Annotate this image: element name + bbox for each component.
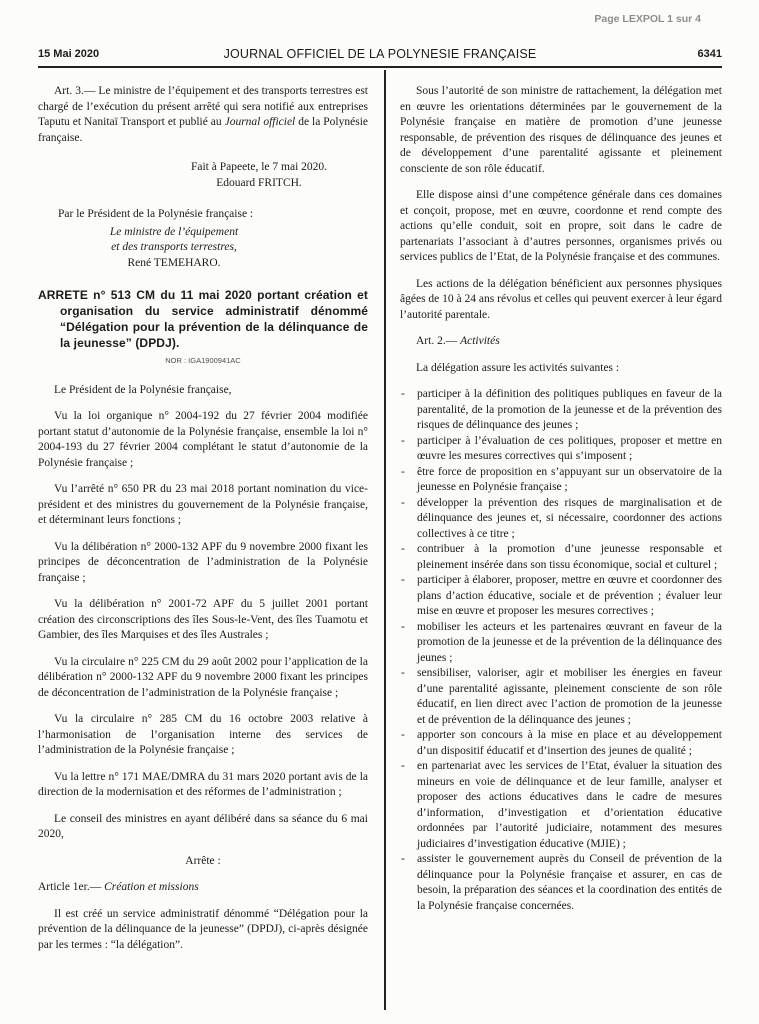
article-1-label: Article 1er.— xyxy=(38,881,105,893)
dash-bullet: - xyxy=(401,496,405,509)
article-3-paragraph xyxy=(38,84,368,146)
visa-paragraph: Vu la circulaire n° 225 CM du 29 août 2002 pour l’application de la délibération n° 2000-132 APF du 9 novembre 2000 fixant les principes de déconcentration de l’administration de la Polynésie française ; xyxy=(38,655,368,699)
activity-text: participer à la définition des politiques publiques en faveur de la parentalité, de la promotion de la jeunesse et de la prévention des risques de délinquance des jeunes ; xyxy=(417,388,722,431)
dash-bullet: - xyxy=(401,543,405,555)
dash-bullet: - xyxy=(401,620,405,633)
dash-bullet: - xyxy=(401,465,405,478)
activity-text: contribuer à la promotion d’une jeunesse responsable et pleinement insérée dans son tissu économique, social et culturel ; xyxy=(417,543,722,571)
dash-bullet: - xyxy=(401,667,405,679)
activity-item xyxy=(400,542,722,573)
activity-item xyxy=(400,465,722,496)
lexpol-page-indicator: Page LEXPOL 1 sur 4 xyxy=(594,13,701,25)
visa-paragraph: Vu la délibération n° 2001-72 APF du 5 juillet 2001 portant création des circonscriptions des îles Sous-le-Vent, des îles Tuamotu et Gambier, des îles Marquises et des îles Australes ; xyxy=(38,598,368,641)
activity-text: sensibiliser, valoriser, agir et mobiliser les énergies en faveur d’une parentalité agissante, pleinement consciente de son rôle éducatif, en lien direct avec l’action de promotion de la jeunesse et de prévention de la délinquance des jeunes ; xyxy=(417,667,722,726)
mission-paragraph-3: Les actions de la délégation bénéficient aux personnes physiques âgées de 10 à 24 ans révolus et celles qui peuvent exercer à leur égard l’autorité parentale. xyxy=(400,277,722,321)
arrete-word: Arrête : xyxy=(185,854,221,867)
activity-item xyxy=(400,852,722,914)
arrete-heading: ARRETE n° 513 CM du 11 mai 2020 portant création et organisation du service administratif dénommé “Délégation pour la prévention de la délinquance de la jeunesse” (DPDJ). xyxy=(38,288,368,350)
activity-text: assister le gouvernement auprès du Conseil de prévention de la délinquance pour la Polynésie française et assurer, en cas de besoin, la préparation des séances et la coordination des entités de la Polynésie française concernées. xyxy=(417,853,722,912)
activity-item xyxy=(400,434,722,465)
activity-text: mobiliser les acteurs et les partenaires œuvrant en faveur de la promotion de la jeunesse et de la prévention de la délinquance des jeunes ; xyxy=(417,620,722,664)
mission-paragraph-1: Sous l’autorité de son ministre de rattachement, la délégation met en œuvre les orientations déterminées par le gouvernement de la Polynésie française en matière de promotion d’une jeunesse responsable, de prévention des risques de délinquance des jeunes et de développement d’une parentalité agissante et pleinement consciente de son rôle éducatif. xyxy=(400,85,722,175)
article-2-title: Activités xyxy=(460,335,500,347)
issue-date: 15 Mai 2020 xyxy=(38,48,100,60)
visa-paragraph: Vu l’arrêté n° 650 PR du 23 mai 2018 portant nomination du vice-président et des ministres du gouvernement de la Polynésie française, et déterminant leurs fonctions ; xyxy=(38,483,368,526)
nor-reference: NOR : IGA1900941AC xyxy=(165,356,241,365)
minister-name: René TEMEHARO. xyxy=(127,256,221,269)
activity-item xyxy=(400,620,722,667)
president-opening-line: Le Président de la Polynésie française, xyxy=(54,383,232,396)
activity-item xyxy=(400,759,722,852)
masthead xyxy=(38,46,722,64)
council-deliberation-line: Le conseil des ministres en ayant délibéré dans sa séance du 6 mai 2020, xyxy=(38,812,368,840)
activity-item xyxy=(400,387,722,434)
countersignature-by-line: Par le Président de la Polynésie française : xyxy=(58,208,254,220)
article-1-heading xyxy=(38,880,368,896)
minister-title-line1: Le ministre de l’équipement xyxy=(109,225,239,238)
activity-item xyxy=(400,728,722,759)
signature-place-date-block xyxy=(150,160,368,191)
activities-intro: La délégation assure les activités suivantes : xyxy=(416,361,620,374)
journal-officiel-italic: Journal officiel xyxy=(224,116,296,128)
activity-text: en partenariat avec les services de l’Etat, évaluer la situation des mineurs en voie de délinquance et de leur famille, analyser et proposer des actions éducatives dans le cadre de mesures d’information, d’investigation et d’orientation éducative ordonnées par l’autorité judiciaire, notamment des mesures judiciaires d’investigation éducative (MJIE) ; xyxy=(417,760,722,850)
mission-paragraph-2: Elle dispose ainsi d’une compétence générale dans ces domaines et conçoit, propose, met en œuvre, coordonne et rend compte des actions qu’elle conduit, soit en propre, soit dans le cadre de partenariats l’associant à d’autres personnes, organismes privés ou services publics de l’Etat, de la Polynésie française et des communes. xyxy=(400,189,722,263)
signature-place-date: Fait à Papeete, le 7 mai 2020. xyxy=(190,161,328,173)
article-2-label: Art. 2.— xyxy=(416,335,461,347)
dash-bullet: - xyxy=(401,574,405,586)
activity-item xyxy=(400,496,722,543)
activity-item xyxy=(400,573,722,620)
activity-text: apporter son concours à la mise en place et au développement d’un dispositif éducatif et d’insertion des jeunes de qualité ; xyxy=(417,729,722,757)
dash-bullet: - xyxy=(401,853,405,865)
article-2-heading xyxy=(400,334,722,350)
dash-bullet: - xyxy=(401,434,405,447)
activity-text: participer à élaborer, proposer, mettre en œuvre et coordonner des plans d’action éducative, sociale et de prévention ; évaluer leur mise en œuvre et proposer les mesures correctives ; xyxy=(417,574,722,617)
activity-text: être force de proposition en s’appuyant sur un observatoire de la jeunesse en Polynésie française ; xyxy=(417,465,722,493)
visa-paragraph: Vu la loi organique n° 2004-192 du 27 février 2004 modifiée portant statut d’autonomie de la Polynésie française, ensemble la loi n° 2004-193 du 27 février 2004 complétant le statut d’autonomie de la Polynésie française ; xyxy=(38,410,368,469)
page-number: 6341 xyxy=(697,48,722,60)
activity-item xyxy=(400,666,722,728)
header-rule xyxy=(38,66,722,68)
signature-president-name: Edouard FRITCH. xyxy=(216,176,302,189)
dash-bullet: - xyxy=(401,388,405,400)
visa-paragraph: Vu la délibération n° 2000-132 APF du 9 novembre 2000 fixant les principes de déconcentration de l’administration de la Polynésie française ; xyxy=(38,540,368,584)
countersignature-block xyxy=(38,225,310,272)
article-3-text-pre: Art. 3.— Le ministre de l’équipement et des transports terrestres est chargé de l’exécution du présent arrêté qui sera notifié aux entreprises Taputu et Nanitaï Transport et publié au xyxy=(38,85,368,128)
activity-text: développer la prévention des risques de marginalisation et de délinquance des jeunes et, si nécessaire, coordonner des actions collectives à ce titre ; xyxy=(417,496,722,540)
article-1-title: Création et missions xyxy=(104,881,199,893)
activity-text: participer à l’évaluation de ces politiques, proposer et mettre en œuvre les mesures correctives qui s’imposent ; xyxy=(417,434,722,462)
article-3-text-post: de la Polynésie française. xyxy=(38,116,368,144)
article-1-body: Il est créé un service administratif dénommé “Délégation pour la prévention de la délinquance de la jeunesse” (DPDJ), ci-après désignée par les termes : “la délégation”. xyxy=(38,907,368,951)
visa-paragraph: Vu la circulaire n° 285 CM du 16 octobre 2003 relative à l’harmonisation de l’organisation interne des services de l’administration de la Polynésie française ; xyxy=(38,713,368,756)
left-column xyxy=(38,84,368,964)
minister-title-line2: et des transports terrestres, xyxy=(111,241,237,253)
column-divider xyxy=(384,70,386,1010)
right-column xyxy=(400,84,722,914)
visa-paragraph: Vu la lettre n° 171 MAE/DMRA du 31 mars 2020 portant avis de la direction de la modernisation et des réformes de l’administration ; xyxy=(38,770,368,798)
dash-bullet: - xyxy=(401,729,405,741)
journal-title: JOURNAL OFFICIEL DE LA POLYNESIE FRANÇAISE xyxy=(223,47,537,61)
dash-bullet: - xyxy=(401,760,405,772)
